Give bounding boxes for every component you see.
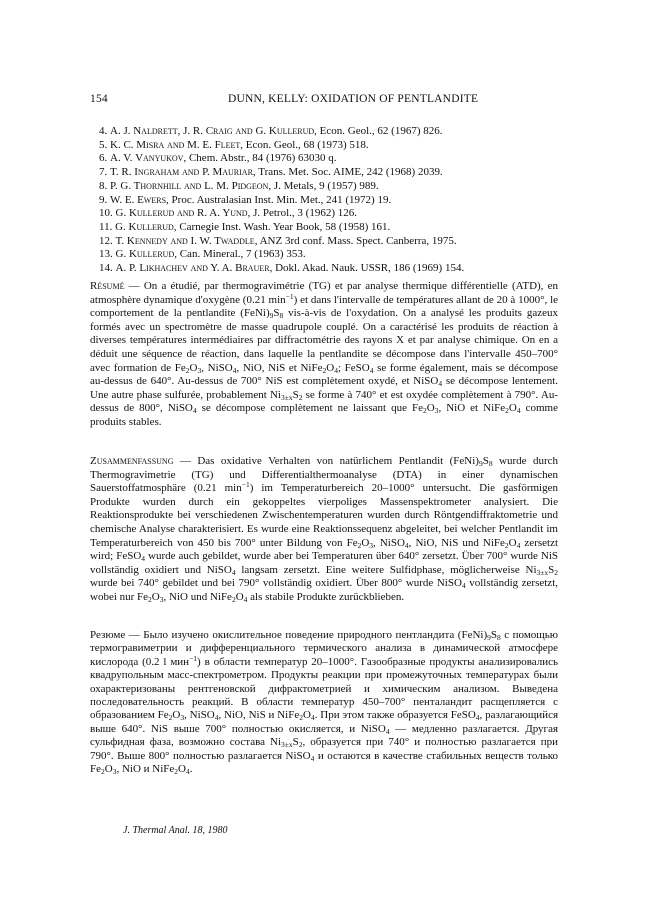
reference-number: 9. [99, 193, 108, 206]
reference-source: Carnegie Inst. Wash. Year Book, 58 (1958) 161. [179, 220, 391, 233]
reference-number: 5. [99, 138, 108, 151]
page-number: 154 [90, 93, 108, 105]
reference-authors: G. Kullerud and R. A. Yund, [115, 207, 251, 220]
reference-authors: G. Kullerud, [115, 220, 177, 233]
reference-item [99, 194, 561, 208]
reference-number: 10. [99, 207, 113, 220]
reference-source: Econ. Geol., 62 (1967) 826. [319, 125, 443, 137]
reference-authors: K. C. Misra and M. E. Fleet, [110, 138, 244, 151]
abstract-french: Résumé — On a étudié, par thermogravimétrie (TG) et par analyse thermique différentielle (ATD), en atmosphère dynamique d'oxygène (0.21 $\min^{-1}$) et dans l'intervalle de températures allant de 20 à 1000°, le comportement de la pentlandite $(FeNi)_9S_8$ vis-à-vis de l'oxydation. On a analysé les produits gazeux formés avec un spectromètre de masse quadrupole couplé. On a caractérisé les produits de réaction à diverses températures intermédiaires par diffractométrie des rayons X et par analyse chimique. On en a déduit une séquence de réaction, dans laquelle la pentlandite se décompose dans l'intervalle 450–700° avec formation de $Fe_2O_3$, NiSO$_4$, NiO, NiS et $NiFe_2O_4$; FeSO$_4$ se forme également, mais se décompose au-dessus de 640°. Au-dessus de 700° NiS est complètement oxydé, et NiSO$_4$ se décompose lentement. Une autre phase sulfurée, probablement $Ni_{3\pm x}S_2$ se forme à 740° et est oxydée complètement à 790°. Au-dessus de 800°, NiSO$_4$ se décompose complètement ne laissant que $Fe_2O_3$, NiO et $NiFe_2O_4$ comme produits stables. [90, 280, 559, 428]
reference-item [99, 248, 561, 262]
reference-number: 11. [99, 220, 113, 233]
reference-authors: T. R. Ingraham and P. Mauriar, [110, 166, 256, 179]
reference-source: Trans. Met. Soc. AIME, 242 (1968) 2039. [258, 166, 443, 179]
reference-item [99, 166, 561, 180]
reference-item [99, 262, 561, 276]
abstract-russian: Резюме — Было изучено окислительное поведение природного пентландита $(FeNi)_9S_8$ с помощью термогравиметрии и дифференциального термического анализа в динамической атмосфере кислорода (0.2 l мин$^{-1}$) в области температур 20–1000°. Газообразные продукты анализировались квадрупольным масс-спектрометром. Продукты реакции при промежуточных температурах были охарактеризованы рентгеновской дифрактометрией и химическим анализом. Выведена последовательность реакций. В области температур 450–700° пенталандит расщепляется с образованием $Fe_2O_3$, NiSO$_4$, NiO, NiS и $NiFe_2O_4$. При этом также образуется FeSO$_4$, разлагающийся выше 640°. NiS выше 700° полностью окисляется, и NiSO$_4$ — медленно разлагается. Другая сульфидная фаза, возможно состава $Ni_{3\pm x}S_2$, образуется при 740° и полностью разлагается при 790°. Выше 800° полностью разлагается NiSO$_4$ и остаются в качестве стабильных веществ только $Fe_2O_3$, NiO и $NiFe_2O_4$. [90, 629, 559, 777]
reference-number: 13. [99, 248, 113, 261]
running-header [90, 93, 558, 109]
reference-source: Dokl. Akad. Nauk. USSR, 186 (1969) 154. [275, 262, 465, 275]
reference-item [99, 152, 561, 166]
reference-source: Econ. Geol., 68 (1973) 518. [245, 138, 369, 151]
reference-authors: T. Kennedy and I. W. Twaddle, [115, 234, 258, 247]
reference-item [99, 180, 561, 194]
journal-footer: J. Thermal Anal. 18, 1980 [123, 825, 228, 836]
reference-number: 8. [99, 179, 108, 192]
reference-authors: W. E. Ewers, [110, 193, 169, 206]
reference-item [99, 235, 561, 249]
reference-source: Can. Mineral., 7 (1963) 353. [179, 248, 306, 261]
reference-source: Proc. Australasian Inst. Min. Met., 241 (1972) 19. [171, 193, 392, 206]
reference-number: 6. [99, 152, 108, 165]
reference-authors: A. J. Naldrett, J. R. Craig and G. Kullerud, [110, 125, 317, 137]
reference-number: 4. [99, 125, 108, 137]
reference-source: ANZ 3rd conf. Mass. Spect. Canberra, 1975. [259, 234, 457, 247]
abstract-body: Было изучено окислительное поведение природного пентландита $(FeNi)_9S_8$ с помощью термогравиметрии и дифференциального термического анализа в динамической атмосфере кислорода (0.2 l мин$^{-1}$) в области температур 20–1000°. Газообразные продукты анализировались квадрупольным масс-спектрометром. Продукты реакции при промежуточных температурах были охарактеризованы рентгеновской дифрактометрией и химическим анализом. Выведена последовательность реакций. В области температур 450–700° пенталандит расщепляется с образованием $Fe_2O_3$, NiSO$_4$, NiO, NiS и $NiFe_2O_4$. При этом также образуется FeSO$_4$, разлагающийся выше 640°. NiS выше 700° полностью окисляется, и NiSO$_4$ — медленно разлагается. Другая сульфидная фаза, возможно состава $Ni_{3\pm x}S_2$, образуется при 740° и полностью разлагается при 790°. Выше 800° полностью разлагается NiSO$_4$ и остаются в качестве стабильных веществ только $Fe_2O_3$, NiO и $NiFe_2O_4$. [90, 629, 559, 777]
abstract-label: Résumé [90, 280, 125, 292]
reference-list [99, 125, 561, 276]
abstract-body: Das oxidative Verhalten von natürlichem Pentlandit $(FeNi)_9S_8$ wurde durch Thermogravimetrie (TG) und Differentialthermoanalyse (DTA) in einer dynamischen Sauerstoffatmosphäre (0.21 $\min^{-1}$) im Temperaturbereich 20–1000° untersucht. Die gasförmigen Produkte wurden durch ein gekoppeltes vierpoliges Massenspektrometer analysiert. Die Reaktionsprodukte bei verschiedenen Zwischentemperaturen wurden durch Röntgendiffraktometrie und chemische Analyse charakterisiert. Es wurde eine Reaktionssequenz abgeleitet, bei welcher Pentlandit im Temperaturbereich von 450 bis 700° unter Bildung von $Fe_2O_3$, NiSO$_4$, NiO, NiS und $NiFe_2O_4$ zersetzt wird; FeSO$_4$ wurde auch gebildet, wurde aber bei Temperaturen über 640° zersetzt. Über 700° wurde NiS vollständig oxidiert und NiSO$_4$ langsam zersetzt. Eine weitere Sulfidphase, möglicherweise $Ni_{3\pm x}S_2$ wurde bei 740° gebildet und bei 790° vollständig oxidiert. Über 800° wurde NiSO$_4$ vollständig zersetzt, wobei nur $Fe_2O_3$, NiO und $NiFe_2O_4$ als stabile Produkte zurückblieben. [90, 455, 559, 604]
abstract-body: On a étudié, par thermogravimétrie (TG) et par analyse thermique différentielle (ATD), en atmosphère dynamique d'oxygène (0.21 $\min^{-1}$) et dans l'intervalle de températures allant de 20 à 1000°, le comportement de la pentlandite $(FeNi)_9S_8$ vis-à-vis de l'oxydation. On a analysé les produits gazeux formés avec un spectromètre de masse quadrupole couplé. On a caractérisé les produits de réaction à diverses températures intermédiaires par diffractométrie des rayons X et par analyse chimique. On en a déduit une séquence de réaction, dans laquelle la pentlandite se décompose dans l'intervalle 450–700° avec formation de $Fe_2O_3$, NiSO$_4$, NiO, NiS et $NiFe_2O_4$; FeSO$_4$ se forme également, mais se décompose au-dessus de 640°. Au-dessus de 700° NiS est complètement oxydé, et NiSO$_4$ se décompose lentement. Une autre phase sulfurée, probablement $Ni_{3\pm x}S_2$ se forme à 740° et est oxydée complètement à 790°. Au-dessus de 800°, NiSO$_4$ se décompose complètement ne laissant que $Fe_2O_3$, NiO et $NiFe_2O_4$ comme produits stables. [90, 280, 559, 428]
reference-number: 14. [99, 262, 113, 275]
abstract-label: Zusammenfassung [90, 455, 174, 467]
reference-authors: P. G. Thornhill and L. M. Pidgeon, [110, 179, 272, 192]
reference-item [99, 139, 561, 153]
reference-authors: G. Kullerud, [115, 248, 177, 261]
reference-source: J. Metals, 9 (1957) 989. [273, 179, 379, 192]
reference-number: 7. [99, 166, 108, 179]
running-title: DUNN, KELLY: OXIDATION OF PENTLANDITE [228, 93, 479, 105]
reference-authors: A. P. Likhachev and Y. A. Brauer, [115, 262, 273, 275]
reference-authors: A. V. Vanyukov, [110, 152, 187, 165]
reference-number: 12. [99, 234, 113, 247]
abstract-german: Zusammenfassung — Das oxidative Verhalten von natürlichem Pentlandit $(FeNi)_9S_8$ wurde durch Thermogravimetrie (TG) und Differentialthermoanalyse (DTA) in einer dynamischen Sauerstoffatmosphäre (0.21 $\min^{-1}$) im Temperaturbereich 20–1000° untersucht. Die gasförmigen Produkte wurden durch ein gekoppeltes vierpoliges Massenspektrometer analysiert. Die Reaktionsprodukte bei verschiedenen Zwischentemperaturen wurden durch Röntgendiffraktometrie und chemische Analyse charakterisiert. Es wurde eine Reaktionssequenz abgeleitet, bei welcher Pentlandit im Temperaturbereich von 450 bis 700° unter Bildung von $Fe_2O_3$, NiSO$_4$, NiO, NiS und $NiFe_2O_4$ zersetzt wird; FeSO$_4$ wurde auch gebildet, wurde aber bei Temperaturen über 640° zersetzt. Über 700° wurde NiS vollständig oxidiert und NiSO$_4$ langsam zersetzt. Eine weitere Sulfidphase, möglicherweise $Ni_{3\pm x}S_2$ wurde bei 740° gebildet und bei 790° vollständig oxidiert. Über 800° wurde NiSO$_4$ vollständig zersetzt, wobei nur $Fe_2O_3$, NiO und $NiFe_2O_4$ als stabile Produkte zurückblieben. [90, 455, 559, 604]
reference-item [99, 207, 561, 221]
abstract-label: Резюме [90, 629, 126, 641]
reference-item [99, 221, 561, 235]
reference-source: J. Petrol., 3 (1962) 126. [253, 207, 357, 220]
reference-source: Chem. Abstr., 84 (1976) 63030 q. [188, 152, 337, 165]
reference-item [99, 125, 561, 139]
